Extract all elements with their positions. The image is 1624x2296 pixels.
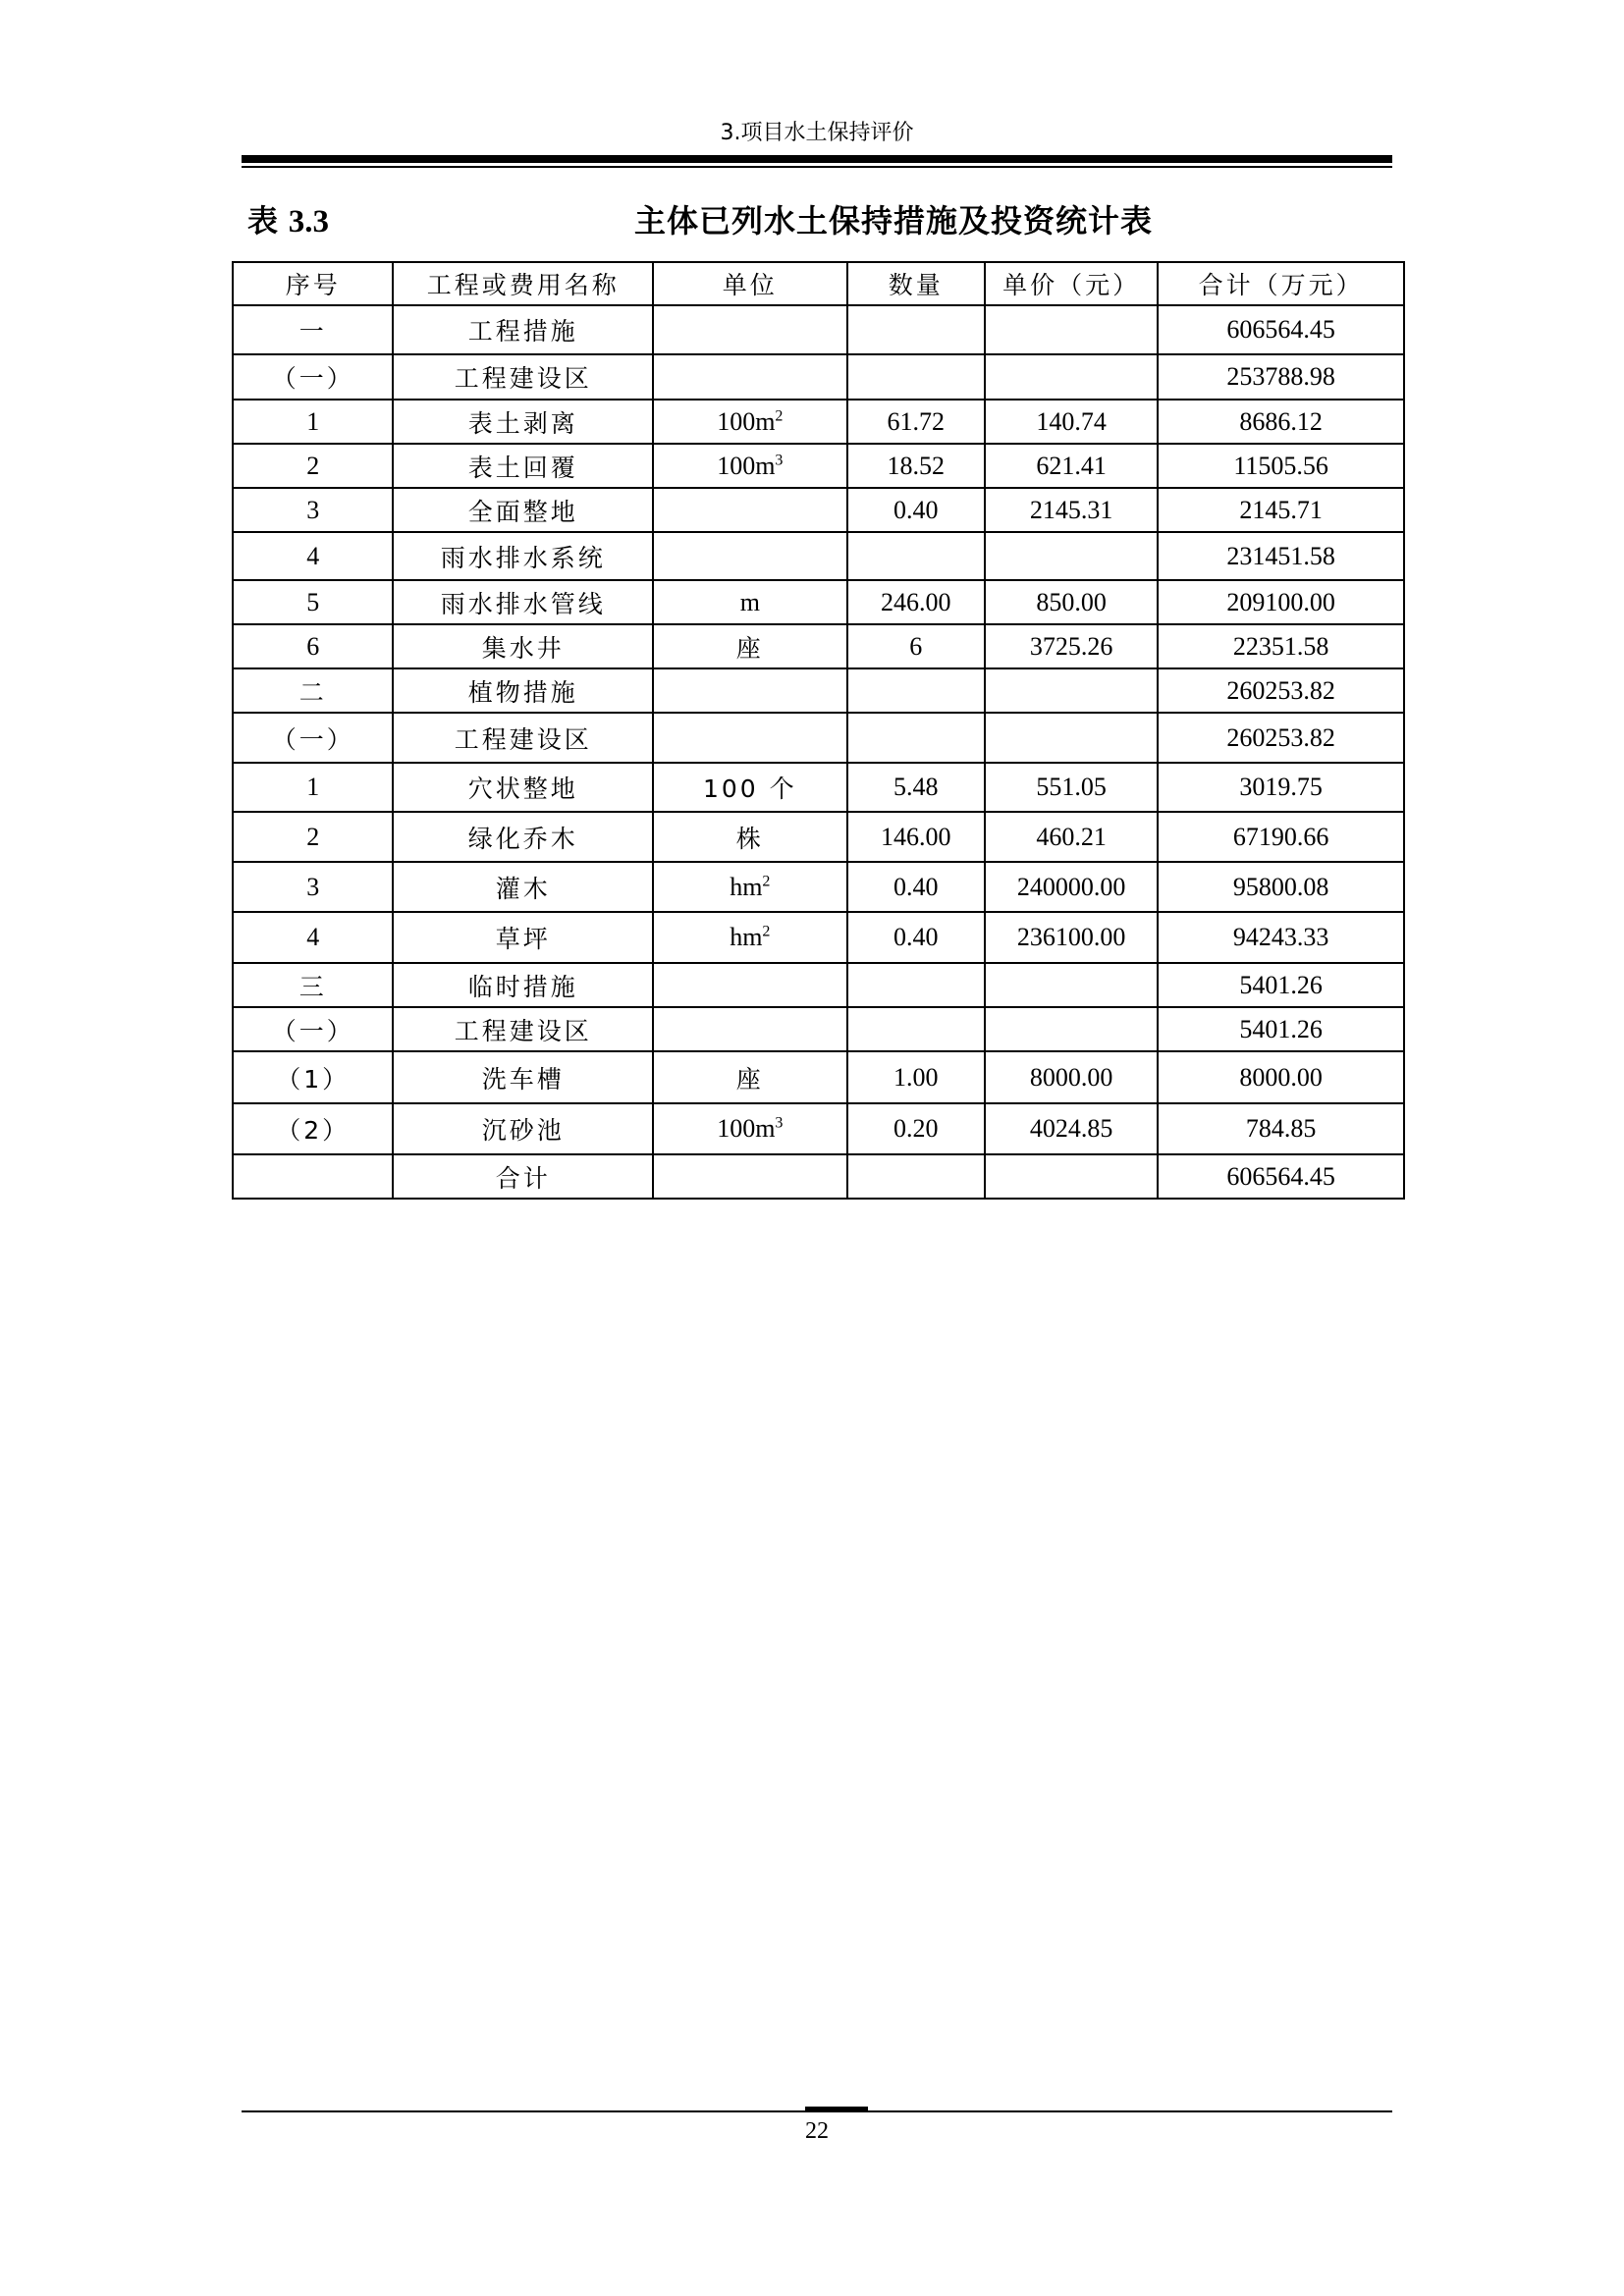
table-row <box>233 963 1404 1007</box>
unit-superscript: 2 <box>762 923 771 940</box>
cell-qty <box>847 580 985 624</box>
header-rule-thin <box>242 166 1392 168</box>
table-row <box>233 354 1404 400</box>
cell-name <box>393 532 653 580</box>
cell-seq-text: 2 <box>306 822 320 851</box>
cell-qty-text: 146.00 <box>880 822 951 851</box>
cell-name <box>393 400 653 444</box>
cell-qty <box>847 305 985 354</box>
cell-total <box>1158 763 1404 812</box>
cell-qty <box>847 812 985 862</box>
cell-qty <box>847 862 985 912</box>
cell-name <box>393 305 653 354</box>
cell-qty <box>847 400 985 444</box>
cell-price <box>985 1051 1158 1103</box>
cell-name-text: 工程建设区 <box>454 724 592 754</box>
cell-unit <box>653 1154 846 1199</box>
cell-unit-text: hm <box>730 872 763 901</box>
cell-name <box>393 668 653 713</box>
header-rule-thick <box>242 155 1392 163</box>
cell-total-text: 2145.71 <box>1239 495 1323 524</box>
table-row <box>233 763 1404 812</box>
cell-total <box>1158 488 1404 532</box>
cell-total-text: 3019.75 <box>1239 773 1323 801</box>
cell-unit <box>653 668 846 713</box>
cell-seq <box>233 305 393 354</box>
cell-total <box>1158 580 1404 624</box>
cell-unit <box>653 1007 846 1051</box>
table-row <box>233 400 1404 444</box>
cell-total <box>1158 624 1404 668</box>
cell-total-text: 606564.45 <box>1226 1161 1335 1191</box>
cell-name <box>393 812 653 862</box>
cell-qty <box>847 912 985 963</box>
cell-unit <box>653 963 846 1007</box>
cell-total <box>1158 305 1404 354</box>
cell-qty <box>847 1103 985 1154</box>
investment-table <box>232 261 1405 1200</box>
cell-price-text: 551.05 <box>1036 773 1107 801</box>
cell-seq-text: （2） <box>276 1116 351 1145</box>
column-header-total: 合计（万元） <box>1158 262 1404 305</box>
cell-total <box>1158 354 1404 400</box>
cell-price-text: 460.21 <box>1036 822 1107 851</box>
cell-price <box>985 668 1158 713</box>
cell-total <box>1158 912 1404 963</box>
cell-qty-text: 0.40 <box>893 872 939 901</box>
unit-superscript: 3 <box>775 1114 784 1132</box>
table-row <box>233 444 1404 488</box>
cell-total <box>1158 1051 1404 1103</box>
cell-name <box>393 580 653 624</box>
cell-unit <box>653 305 846 354</box>
cell-unit-text: 100 个 <box>702 774 797 803</box>
cell-total <box>1158 812 1404 862</box>
cell-name-text: 工程建设区 <box>454 1016 592 1045</box>
table-row <box>233 812 1404 862</box>
cell-price <box>985 305 1158 354</box>
cell-seq <box>233 532 393 580</box>
cell-qty-text: 18.52 <box>887 451 945 480</box>
cell-price <box>985 580 1158 624</box>
cell-name <box>393 963 653 1007</box>
cell-total-text: 95800.08 <box>1232 872 1329 901</box>
table-row <box>233 624 1404 668</box>
cell-qty-text: 6 <box>909 631 923 661</box>
cell-seq <box>233 713 393 763</box>
cell-unit <box>653 580 846 624</box>
cell-unit-text: 座 <box>735 1064 764 1094</box>
cell-price <box>985 532 1158 580</box>
cell-total <box>1158 532 1404 580</box>
cell-price <box>985 488 1158 532</box>
cell-name <box>393 624 653 668</box>
cell-name-text: 绿化乔木 <box>467 824 578 853</box>
cell-name-text: 工程建设区 <box>454 364 592 393</box>
cell-unit <box>653 763 846 812</box>
cell-price-text: 3725.26 <box>1029 631 1113 661</box>
page-number: 22 <box>805 2118 829 2144</box>
cell-seq-text: 4 <box>306 923 320 951</box>
cell-total-text: 209100.00 <box>1226 587 1335 616</box>
column-header-name: 工程或费用名称 <box>393 262 653 305</box>
cell-unit <box>653 812 846 862</box>
cell-price <box>985 1154 1158 1199</box>
cell-qty <box>847 532 985 580</box>
cell-price <box>985 1007 1158 1051</box>
cell-seq-text: （一） <box>271 1016 354 1045</box>
cell-unit <box>653 713 846 763</box>
cell-unit <box>653 862 846 912</box>
cell-total <box>1158 713 1404 763</box>
cell-qty <box>847 963 985 1007</box>
cell-name-text: 洗车槽 <box>481 1064 565 1094</box>
cell-price <box>985 354 1158 400</box>
cell-total <box>1158 668 1404 713</box>
cell-qty <box>847 668 985 713</box>
cell-total <box>1158 1007 1404 1051</box>
cell-unit-text: hm <box>730 923 763 951</box>
table-row <box>233 1103 1404 1154</box>
cell-name <box>393 1051 653 1103</box>
cell-seq-text: 二 <box>298 677 327 707</box>
cell-name-text: 全面整地 <box>467 497 578 526</box>
cell-seq-text: 4 <box>306 541 320 570</box>
cell-total <box>1158 1154 1404 1199</box>
cell-price <box>985 444 1158 488</box>
cell-price-text: 8000.00 <box>1029 1062 1113 1092</box>
cell-price-text: 2145.31 <box>1029 495 1113 524</box>
cell-seq-text: 一 <box>298 317 327 346</box>
cell-total <box>1158 862 1404 912</box>
column-header-unit: 单位 <box>653 262 846 305</box>
cell-price <box>985 763 1158 812</box>
cell-total-text: 5401.26 <box>1239 1014 1323 1043</box>
cell-qty-text: 61.72 <box>887 406 945 436</box>
cell-price <box>985 400 1158 444</box>
table-row <box>233 713 1404 763</box>
cell-total-text: 253788.98 <box>1226 362 1335 391</box>
cell-qty-text: 0.20 <box>893 1114 939 1143</box>
cell-price-text: 4024.85 <box>1029 1114 1113 1143</box>
cell-name-text: 雨水排水系统 <box>440 543 606 572</box>
cell-unit <box>653 1051 846 1103</box>
cell-seq-text: （1） <box>276 1064 351 1094</box>
cell-total <box>1158 400 1404 444</box>
cell-seq <box>233 1007 393 1051</box>
table-body <box>233 305 1404 1199</box>
cell-seq-text: 3 <box>306 872 320 901</box>
table-row <box>233 1154 1404 1199</box>
cell-unit <box>653 912 846 963</box>
cell-price-text: 140.74 <box>1036 406 1107 436</box>
cell-qty-text: 1.00 <box>893 1062 939 1092</box>
table-row <box>233 488 1404 532</box>
cell-name-text: 灌木 <box>495 874 551 903</box>
cell-unit <box>653 354 846 400</box>
cell-name-text: 草坪 <box>495 925 551 953</box>
cell-price-text: 621.41 <box>1036 451 1107 480</box>
unit-superscript: 3 <box>775 451 784 468</box>
cell-price-text: 240000.00 <box>1016 872 1126 901</box>
table-header-row <box>233 262 1404 305</box>
cell-seq <box>233 488 393 532</box>
column-header-seq: 序号 <box>233 262 393 305</box>
table-row <box>233 1007 1404 1051</box>
cell-seq-text: 2 <box>306 451 320 480</box>
cell-qty <box>847 444 985 488</box>
cell-seq <box>233 354 393 400</box>
cell-qty <box>847 763 985 812</box>
cell-seq <box>233 400 393 444</box>
cell-seq <box>233 444 393 488</box>
running-header: 3.项目水土保持评价 <box>720 121 914 145</box>
cell-qty <box>847 354 985 400</box>
cell-seq-text: （一） <box>271 364 354 393</box>
cell-seq <box>233 812 393 862</box>
cell-price <box>985 812 1158 862</box>
cell-name-text: 合计 <box>495 1163 551 1193</box>
cell-price-text: 850.00 <box>1036 587 1107 616</box>
cell-total-text: 260253.82 <box>1226 675 1335 705</box>
cell-name-text: 沉砂池 <box>481 1116 565 1145</box>
table-row <box>233 668 1404 713</box>
cell-price <box>985 963 1158 1007</box>
cell-total <box>1158 444 1404 488</box>
cell-total-text: 606564.45 <box>1226 315 1335 344</box>
cell-qty <box>847 1051 985 1103</box>
cell-price-text: 236100.00 <box>1016 923 1126 951</box>
cell-name-text: 穴状整地 <box>467 774 578 803</box>
cell-total-text: 94243.33 <box>1232 923 1329 951</box>
cell-price <box>985 624 1158 668</box>
cell-name-text: 集水井 <box>481 633 565 663</box>
cell-price <box>985 1103 1158 1154</box>
table-number: 3.3 <box>288 204 330 240</box>
cell-name-text: 临时措施 <box>467 972 578 1001</box>
cell-unit <box>653 1103 846 1154</box>
cell-seq <box>233 963 393 1007</box>
cell-name <box>393 444 653 488</box>
cell-unit-text: 100m <box>717 406 776 436</box>
cell-qty-text: 0.40 <box>893 923 939 951</box>
cell-total-text: 8000.00 <box>1239 1062 1323 1092</box>
cell-total-text: 8686.12 <box>1239 406 1323 436</box>
cell-seq <box>233 1154 393 1199</box>
unit-superscript: 2 <box>775 406 784 424</box>
cell-total-text: 22351.58 <box>1232 631 1329 661</box>
cell-total <box>1158 963 1404 1007</box>
cell-price <box>985 912 1158 963</box>
cell-seq <box>233 912 393 963</box>
cell-qty <box>847 1007 985 1051</box>
cell-name <box>393 713 653 763</box>
cell-unit <box>653 488 846 532</box>
cell-name <box>393 862 653 912</box>
cell-name <box>393 763 653 812</box>
cell-name-text: 工程措施 <box>467 317 578 346</box>
cell-name <box>393 354 653 400</box>
cell-name <box>393 1007 653 1051</box>
cell-seq-text: 三 <box>298 972 327 1001</box>
cell-qty <box>847 1154 985 1199</box>
table-title: 主体已列水土保持措施及投资统计表 <box>633 202 1153 240</box>
cell-seq-text: 3 <box>306 495 320 524</box>
cell-price <box>985 862 1158 912</box>
cell-qty <box>847 713 985 763</box>
cell-qty <box>847 624 985 668</box>
cell-price <box>985 713 1158 763</box>
cell-unit-text: 座 <box>735 633 764 663</box>
cell-qty-text: 0.40 <box>893 495 939 524</box>
table-row <box>233 862 1404 912</box>
cell-seq <box>233 862 393 912</box>
cell-total-text: 784.85 <box>1245 1114 1317 1143</box>
cell-unit <box>653 624 846 668</box>
cell-seq-text: （一） <box>271 724 354 754</box>
cell-seq-text: 1 <box>306 773 320 801</box>
cell-seq <box>233 624 393 668</box>
cell-total-text: 260253.82 <box>1226 722 1335 752</box>
cell-unit <box>653 444 846 488</box>
cell-unit-text: 株 <box>735 824 764 853</box>
cell-name <box>393 912 653 963</box>
cell-name <box>393 1103 653 1154</box>
cell-total-text: 231451.58 <box>1226 541 1335 570</box>
cell-name-text: 植物措施 <box>467 677 578 707</box>
cell-name <box>393 488 653 532</box>
cell-seq <box>233 580 393 624</box>
unit-superscript: 2 <box>762 872 771 889</box>
cell-name-text: 雨水排水管线 <box>440 589 606 618</box>
column-header-price: 单价（元） <box>985 262 1158 305</box>
cell-qty-text: 5.48 <box>893 773 939 801</box>
cell-seq-text: 5 <box>306 587 320 616</box>
cell-seq <box>233 1103 393 1154</box>
table-number-label <box>247 196 329 240</box>
cell-total-text: 67190.66 <box>1232 822 1329 851</box>
table-row <box>233 1051 1404 1103</box>
cell-seq-text: 1 <box>306 406 320 436</box>
cell-total-text: 5401.26 <box>1239 970 1323 999</box>
cell-unit-text: m <box>739 587 760 616</box>
table-row <box>233 912 1404 963</box>
cell-unit <box>653 400 846 444</box>
column-header-qty: 数量 <box>847 262 985 305</box>
cell-name <box>393 1154 653 1199</box>
table-number-prefix: 表 <box>247 204 289 240</box>
table-row <box>233 305 1404 354</box>
cell-name-text: 表土剥离 <box>467 408 578 438</box>
cell-qty-text: 246.00 <box>880 587 951 616</box>
footer-rule <box>242 2110 1392 2112</box>
cell-seq-text: 6 <box>306 631 320 661</box>
cell-unit-text: 100m <box>717 1114 776 1143</box>
cell-total <box>1158 1103 1404 1154</box>
cell-seq <box>233 668 393 713</box>
table-row <box>233 532 1404 580</box>
table-row <box>233 580 1404 624</box>
cell-total-text: 11505.56 <box>1233 451 1328 480</box>
cell-name-text: 表土回覆 <box>467 453 578 482</box>
cell-unit <box>653 532 846 580</box>
cell-unit-text: 100m <box>717 451 776 480</box>
cell-seq <box>233 1051 393 1103</box>
cell-seq <box>233 763 393 812</box>
cell-qty <box>847 488 985 532</box>
